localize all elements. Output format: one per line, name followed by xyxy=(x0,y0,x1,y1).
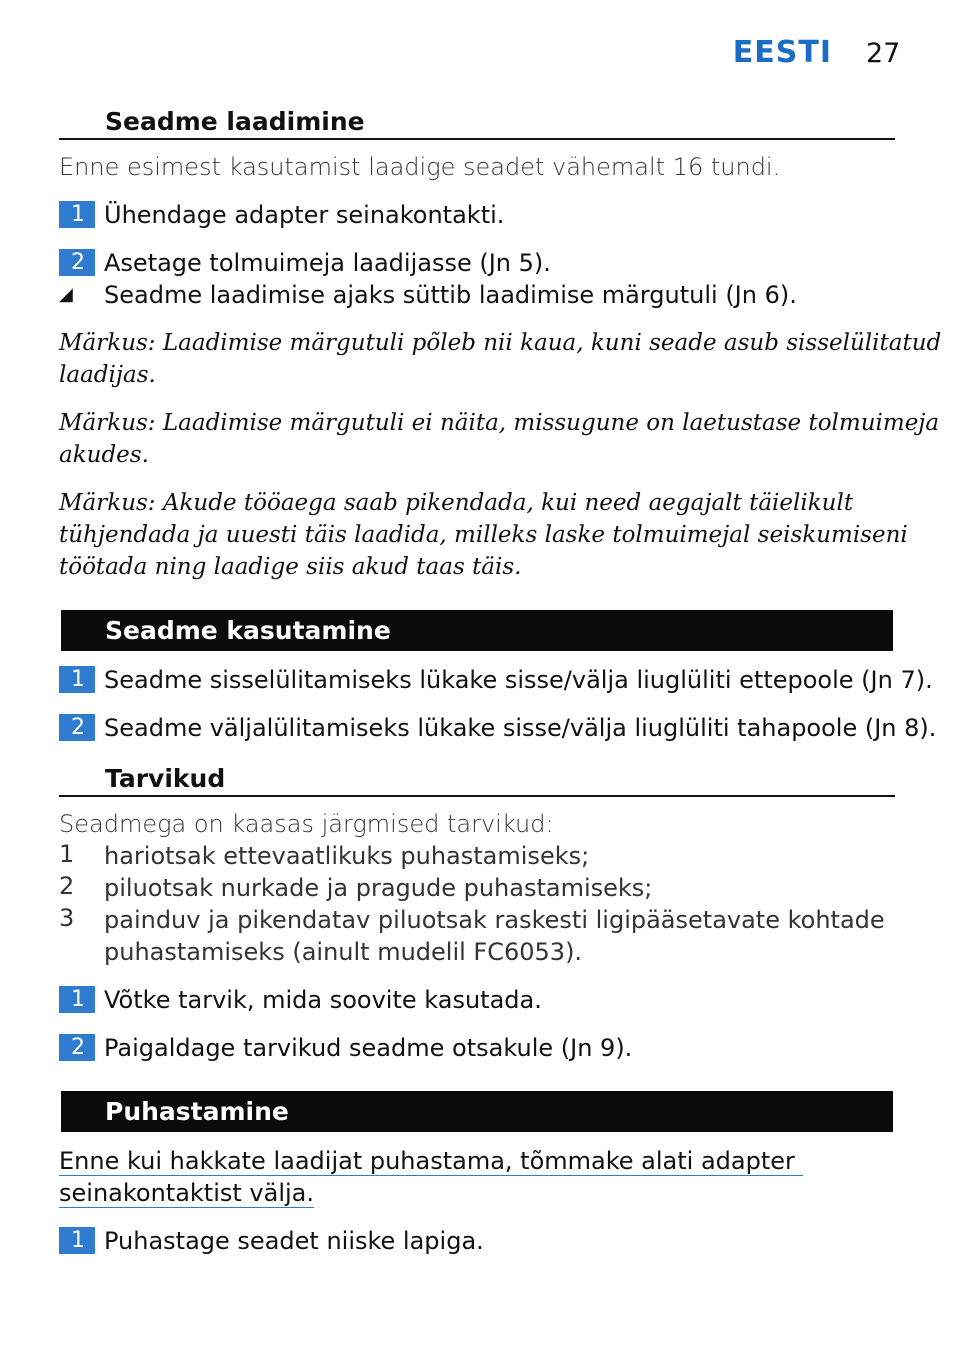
note-line: laadijas. xyxy=(59,362,156,388)
step-item xyxy=(0,714,954,741)
step-number-badge: 2 xyxy=(59,1034,95,1061)
note-line: akudes. xyxy=(59,442,149,468)
note-line: Märkus: Laadimise märgutuli põleb nii kaua, kuni seade asub sisselülitatud xyxy=(59,330,942,356)
warning-text: seinakontaktist välja. xyxy=(59,1179,315,1207)
list-text: painduv ja pikendatav piluotsak raskesti ligipääsetavate kohtade xyxy=(104,906,885,934)
step-item xyxy=(0,986,954,1013)
warning-line xyxy=(59,1145,803,1177)
section-heading-cleaning xyxy=(61,1091,893,1132)
list-text: hariotsak ettevaatlikuks puhastamiseks; xyxy=(104,842,590,870)
step-item xyxy=(0,666,954,693)
list-text: puhastamiseks (ainult mudelil FC6053). xyxy=(104,938,583,966)
list-item xyxy=(0,904,954,968)
step-number-badge: 2 xyxy=(59,249,95,276)
step-number-badge: 1 xyxy=(59,201,95,228)
section-heading-accessories xyxy=(59,761,895,797)
step-number-badge: 1 xyxy=(59,1227,95,1254)
section-heading-charging xyxy=(59,104,895,140)
intro-text: Enne esimest kasutamist laadige seadet vähemalt 16 tundi. xyxy=(59,153,781,181)
warning-line xyxy=(59,1177,314,1209)
section-heading-text: Tarvikud xyxy=(105,764,226,793)
bullet-text: Seadme laadimise ajaks süttib laadimise märgutuli (Jn 6). xyxy=(104,281,797,309)
step-number-badge: 1 xyxy=(59,986,95,1013)
note-line: töötada ning laadige siis akud taas täis. xyxy=(59,554,522,580)
section-heading-text: Seadme laadimine xyxy=(105,107,365,136)
list-item xyxy=(0,840,954,872)
note-line: Märkus: Laadimise märgutuli ei näita, missugune on laetustase tolmuimeja xyxy=(59,410,940,436)
step-number-badge: 2 xyxy=(59,714,95,741)
step-text: Ühendage adapter seinakontakti. xyxy=(104,201,505,229)
step-item xyxy=(0,249,954,276)
step-item xyxy=(0,1227,954,1254)
step-text: Võtke tarvik, mida soovite kasutada. xyxy=(104,986,542,1014)
step-item xyxy=(0,201,954,228)
step-text: Asetage tolmuimeja laadijasse (Jn 5). xyxy=(104,249,551,277)
section-heading-usage xyxy=(61,610,893,651)
language-label: EESTI xyxy=(732,35,832,70)
note-line: Märkus: Akude tööaega saab pikendada, kui need aegajalt täielikult xyxy=(59,490,854,516)
list-number: 3 xyxy=(59,904,75,932)
step-text: Seadme väljalülitamiseks lükake sisse/välja liuglüliti tahapoole (Jn 8). xyxy=(104,714,937,742)
list-number: 2 xyxy=(59,872,75,900)
list-text: piluotsak nurkade ja pragude puhastamiseks; xyxy=(104,874,653,902)
warning-text: Enne kui hakkate laadijat puhastama, tõmmake alati adapter xyxy=(59,1147,803,1176)
note-line: tühjendada ja uuesti täis laadida, milleks laske tolmuimejal seiskumiseni xyxy=(59,522,908,548)
list-number: 1 xyxy=(59,840,75,868)
step-number-badge: 1 xyxy=(59,666,95,693)
section-heading-text: Seadme kasutamine xyxy=(105,616,391,645)
step-item xyxy=(0,1034,954,1061)
bullet-arrow-icon: ◢ xyxy=(59,284,73,305)
list-item xyxy=(0,872,954,904)
section-heading-text: Puhastamine xyxy=(105,1097,289,1126)
intro-text: Seadmega on kaasas järgmised tarvikud: xyxy=(59,810,554,838)
page-number: 27 xyxy=(866,38,901,69)
step-text: Paigaldage tarvikud seadme otsakule (Jn 9). xyxy=(104,1034,633,1062)
step-text: Puhastage seadet niiske lapiga. xyxy=(104,1227,484,1255)
step-text: Seadme sisselülitamiseks lükake sisse/välja liuglüliti ettepoole (Jn 7). xyxy=(104,666,933,694)
